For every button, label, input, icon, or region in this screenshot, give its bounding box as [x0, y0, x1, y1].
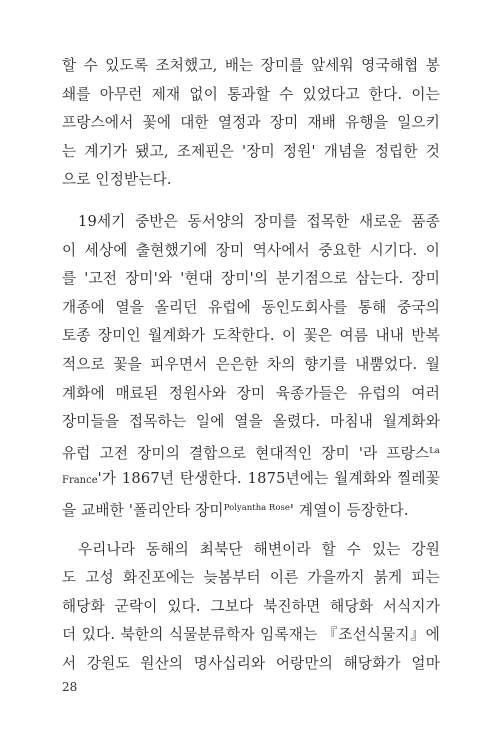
text-line: 장미들을 접목하는 일에 열을 올렸다. 마침내 월계화와	[62, 413, 440, 431]
text-line: 할 수 있도록 조처했고, 배는 장미를 앞세워 영국해협 봉	[62, 57, 440, 74]
text-line: 를 '고전 장미'와 '현대 장미'의 분기점으로 삼는다. 장미	[62, 270, 440, 288]
text-line: 프랑스에서 꽃에 대한 열정과 장미 재배 유행을 일으키	[62, 114, 440, 132]
inline-note: La	[429, 445, 440, 456]
text-line: 계화에 매료된 정원사와 장미 육종가들은 유럽의 여러	[62, 384, 440, 402]
text-line: 토종 장미인 월계화가 도착한다. 이 꽃은 여름 내내 반복	[62, 327, 440, 345]
text-line: 도 고성 화진포에는 늦봄부터 이른 가을까지 붉게 피는	[62, 569, 440, 587]
text-line: 우리나라 동해의 최북단 해변이라 할 수 있는 강원	[78, 540, 440, 558]
text-line: 이 세상에 출현했기에 장미 역사에서 중요한 시기다. 이	[62, 241, 440, 259]
text-fragment: 을 교배한 '폴리안타 장미	[62, 501, 224, 519]
inline-note: Polyantha Rose	[223, 502, 290, 513]
text-line: 19세기 중반은 동서양의 장미를 접목한 새로운 품종	[78, 212, 440, 230]
text-line: 더 있다. 북한의 식물분류학자 임록재는 『조선식물지』에	[62, 626, 440, 644]
text-line-with-note	[62, 437, 440, 466]
book-page-body	[62, 52, 440, 678]
paragraph-2	[62, 208, 440, 523]
text-line: 는 계기가 됐고, 조제핀은 '장미 정원' 개념을 정립한 것	[62, 142, 440, 160]
text-fragment: '가 1867년 탄생한다. 1875년에는 월계화와 찔레꽃	[97, 470, 440, 488]
text-line: 으로 인정받는다.	[62, 171, 172, 189]
text-line: 개종에 열을 올리던 유럽에 동인도회사를 통해 중국의	[62, 298, 440, 316]
paragraph-1	[62, 52, 440, 195]
text-line: 쇄를 아무런 제재 없이 통과할 수 있었다고 한다. 이는	[62, 85, 440, 103]
text-line: 적으로 꽃을 피우면서 은은한 차의 향기를 내뿜었다. 월	[62, 355, 440, 373]
text-fragment: ' 계열이 등장한다.	[289, 501, 409, 519]
inline-note: France	[62, 475, 98, 487]
text-fragment: 유럽 고전 장미의 결합으로 현대적인 장미 '라 프랑스	[62, 444, 430, 462]
text-line: 해당화 군락이 있다. 그보다 북진하면 해당화 서식지가	[62, 597, 440, 615]
text-line-with-note	[62, 494, 440, 523]
paragraph-3	[62, 536, 440, 679]
text-line-with-note	[62, 465, 440, 494]
text-line: 서 강원도 원산의 명사십리와 어랑만의 해당화가 얼마	[62, 654, 440, 672]
page-number: 28	[62, 680, 78, 694]
